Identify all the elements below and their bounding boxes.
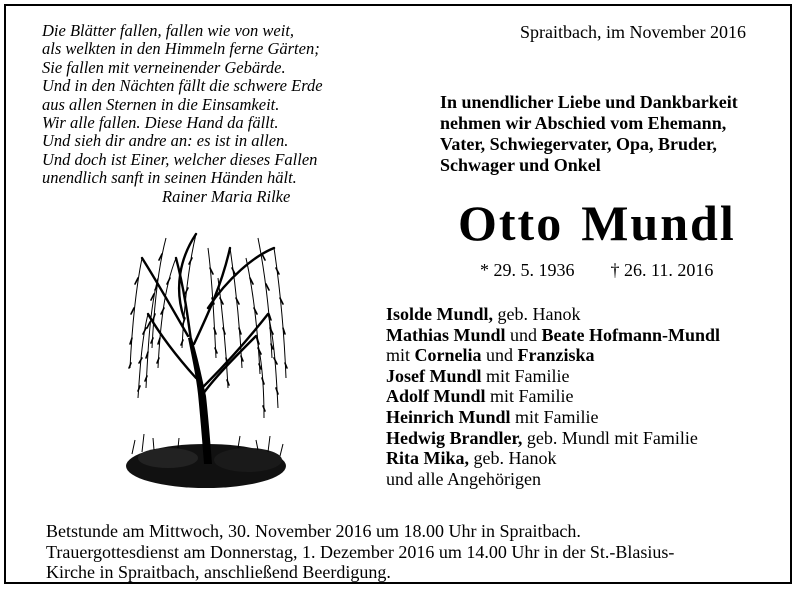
mourner-row [386,407,720,428]
intro-line: Schwager und Onkel [440,155,601,175]
mourner-detail: und alle Angehörigen [386,468,541,489]
mourners-list [386,304,720,489]
mourner-row [386,345,720,366]
mourner-name: Cornelia [414,345,482,366]
service-info [46,521,674,583]
poem-line: Sie fallen mit verneinender Gebärde. [42,57,286,77]
mourner-row [386,428,720,449]
poem-line: Die Blätter fallen, fallen wie von weit, [42,21,295,40]
poem [42,22,323,206]
poem-line: Und doch ist Einer, welcher dieses Fallen [42,149,318,169]
intro-line: In unendlicher Liebe und Dankbarkeit [440,92,738,112]
intro-line: nehmen wir Abschied vom Ehemann, [440,113,727,133]
mourner-detail: geb. Hanok [493,304,581,324]
mourner-name: Franziska [517,345,595,366]
mourner-detail: mit Familie [510,406,599,427]
life-dates [480,260,713,281]
poem-line: aus allen Sternen in die Einsamkeit. [42,94,280,114]
poem-line: als welkten in den Himmeln ferne Gärten; [42,39,320,59]
mourner-name: Josef Mundl [386,365,482,386]
mourner-row [386,448,720,469]
poem-line: Wir alle fallen. Diese Hand da fällt. [42,113,279,133]
service-line: Kirche in Spraitbach, anschließend Beerdigung. [46,562,391,582]
mourner-name: Rita Mika, [386,448,469,469]
mourner-row [386,386,720,407]
death-date: † 26. 11. 2016 [610,260,714,280]
intro-line: Vater, Schwiegervater, Opa, Bruder, [440,134,717,154]
mourner-detail: und [481,345,518,366]
weeping-willow-icon [118,218,298,500]
birth-date: * 29. 5. 1936 [480,260,575,280]
mourner-name: Mathias Mundl [386,324,506,345]
poem-line: Und sieh dir andre an: es ist in allen. [42,131,289,151]
service-line: Betstunde am Mittwoch, 30. November 2016 um 18.00 Uhr in Spraitbach. [46,521,581,541]
deceased-first-name: Otto [458,195,564,251]
mourner-name: Adolf Mundl [386,386,486,407]
mourner-detail: und [505,324,542,345]
mourner-detail: geb. Mundl mit Familie [522,427,698,448]
place-date: Spraitbach, im November 2016 [520,22,746,42]
deceased-last-name: Mundl [581,195,736,251]
obituary-notice [4,4,792,584]
poem-line: unendlich sanft in seinen Händen hält. [42,168,297,188]
intro-text [440,92,738,176]
mourner-name: Heinrich Mundl [386,406,511,427]
poem-author: Rainer Maria Rilke [162,186,291,206]
mourner-name: Isolde Mundl, [386,304,494,324]
mourner-detail: geb. Hanok [469,448,557,469]
service-line: Trauergottesdienst am Donnerstag, 1. Dezember 2016 um 14.00 Uhr in der St.-Blasius- [46,541,675,562]
mourner-row [386,469,720,490]
mourner-name: Beate Hofmann-Mundl [541,324,721,345]
mourner-detail: mit Familie [485,386,574,407]
mourner-detail: mit Familie [481,365,570,386]
mourner-name: Hedwig Brandler, [386,427,523,448]
mourner-detail: mit [386,345,415,366]
mourner-row [386,366,720,387]
poem-line: Und in den Nächten fällt die schwere Erde [42,76,323,96]
mourner-row [386,325,720,346]
mourner-row [386,304,720,325]
